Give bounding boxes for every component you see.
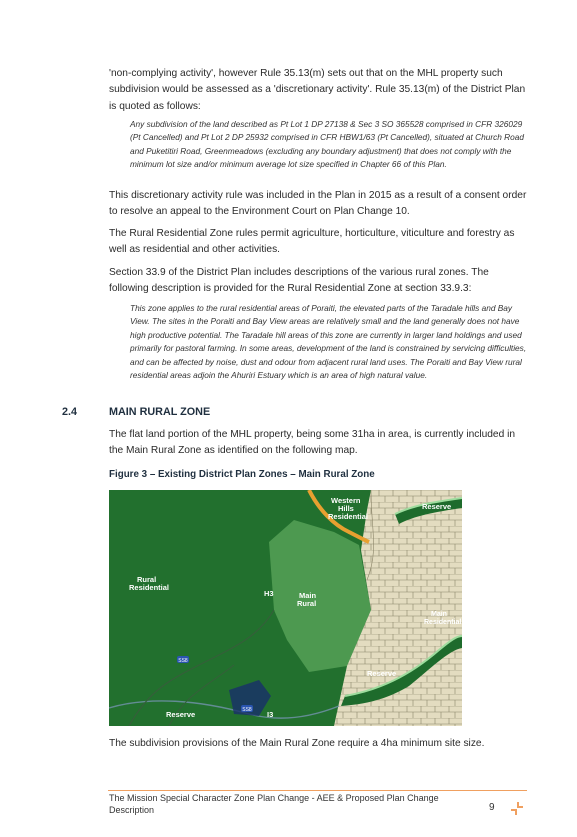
map-label-h3: H3 [264, 589, 274, 598]
body-paragraph: The flat land portion of the MHL property, being some 31ha in area, is currently included in the Main Rural Zone as identified on the following map. [109, 429, 516, 457]
body-paragraph: 'non-complying activity', however Rule 35.13(m) sets out that on the MHL property such subdivision would be assessed as a 'discretionary activity'. Rule 35.13(m) of the District Plan is quoted as follows: [109, 68, 526, 112]
figure-caption: Figure 3 – Existing District Plan Zones – Main Rural Zone [109, 469, 375, 480]
map-label-i3: I3 [267, 710, 274, 719]
road-badge-label: SS8 [242, 707, 252, 713]
body-paragraph: The subdivision provisions of the Main Rural Zone require a 4ha minimum site size. [109, 738, 485, 749]
map-label-western-hills: Residential [328, 512, 369, 521]
map-label-rural-residential: Residential [129, 583, 170, 592]
section-number: 2.4 [62, 406, 78, 418]
page-number: 9 [489, 802, 495, 813]
map-label-reserve: Reserve [367, 669, 397, 678]
map-label-main-rural: Rural [297, 599, 317, 608]
quoted-rule: Any subdivision of the land described as Pt Lot 1 DP 27138 & Sec 3 SO 365528 comprised in CFR 326029 (Pt Cancelled) and Pt Lot 2 DP 25932 comprised in CFR HBW1/63 (Pt Cancelled), situated at Church Road and Puketitiri Road, Greenmeadows (excluding any boundary adjustment) that does not comply with the minimum lot size and/or minimum average lot size specified in Chapter 66 of this Plan. [130, 119, 524, 170]
map-label-main-rural: Main [299, 591, 317, 600]
map-label-main-residential: Residential [424, 619, 462, 626]
map-label-main-residential: Main [431, 611, 447, 618]
map-label-reserve: Reserve [422, 502, 452, 511]
zone-map [109, 490, 462, 726]
map-label-rural-residential: Rural [137, 575, 157, 584]
map-label-reserve: Reserve [166, 710, 196, 719]
footer-divider [108, 790, 527, 791]
body-paragraph: Section 33.9 of the District Plan includes descriptions of the various rural zones. The following description is provided for the Rural Residential Zone at section 33.9.3: [109, 267, 489, 295]
brand-logo-icon [509, 800, 525, 816]
footer-text: The Mission Special Character Zone Plan Change - AEE & Proposed Plan Change Description [109, 793, 439, 815]
map-label-western-hills: Western [331, 496, 361, 505]
map-label-western-hills: Hills [338, 504, 354, 513]
road-badge-label: SS8 [178, 658, 188, 664]
body-paragraph: This discretionary activity rule was included in the Plan in 2015 as a result of a consent order to resolve an appeal to the Environment Court on Plan Change 10. [109, 190, 527, 218]
section-title: MAIN RURAL ZONE [109, 406, 211, 418]
quoted-description: This zone applies to the rural residential areas of Poraiti, the elevated parts of the Taradale hills and Bay View. The sites in the Poraiti and Bay View areas are relatively small and the land generally does not have high productive potential. The Taradale hill areas of this zone are currently in larger land holdings and used primarily for pastoral farming. In some areas, development of the land is constrained by servicing difficulties, and can be affected by noise, dust and odour from adjacent rural land uses. The Poraiti and Bay View rural residential areas adjoin the Ahuriri Estuary which is an area of high natural value. [130, 303, 527, 381]
body-paragraph: The Rural Residential Zone rules permit agriculture, horticulture, viticulture and forestry as well as residential and other activities. [109, 228, 515, 256]
